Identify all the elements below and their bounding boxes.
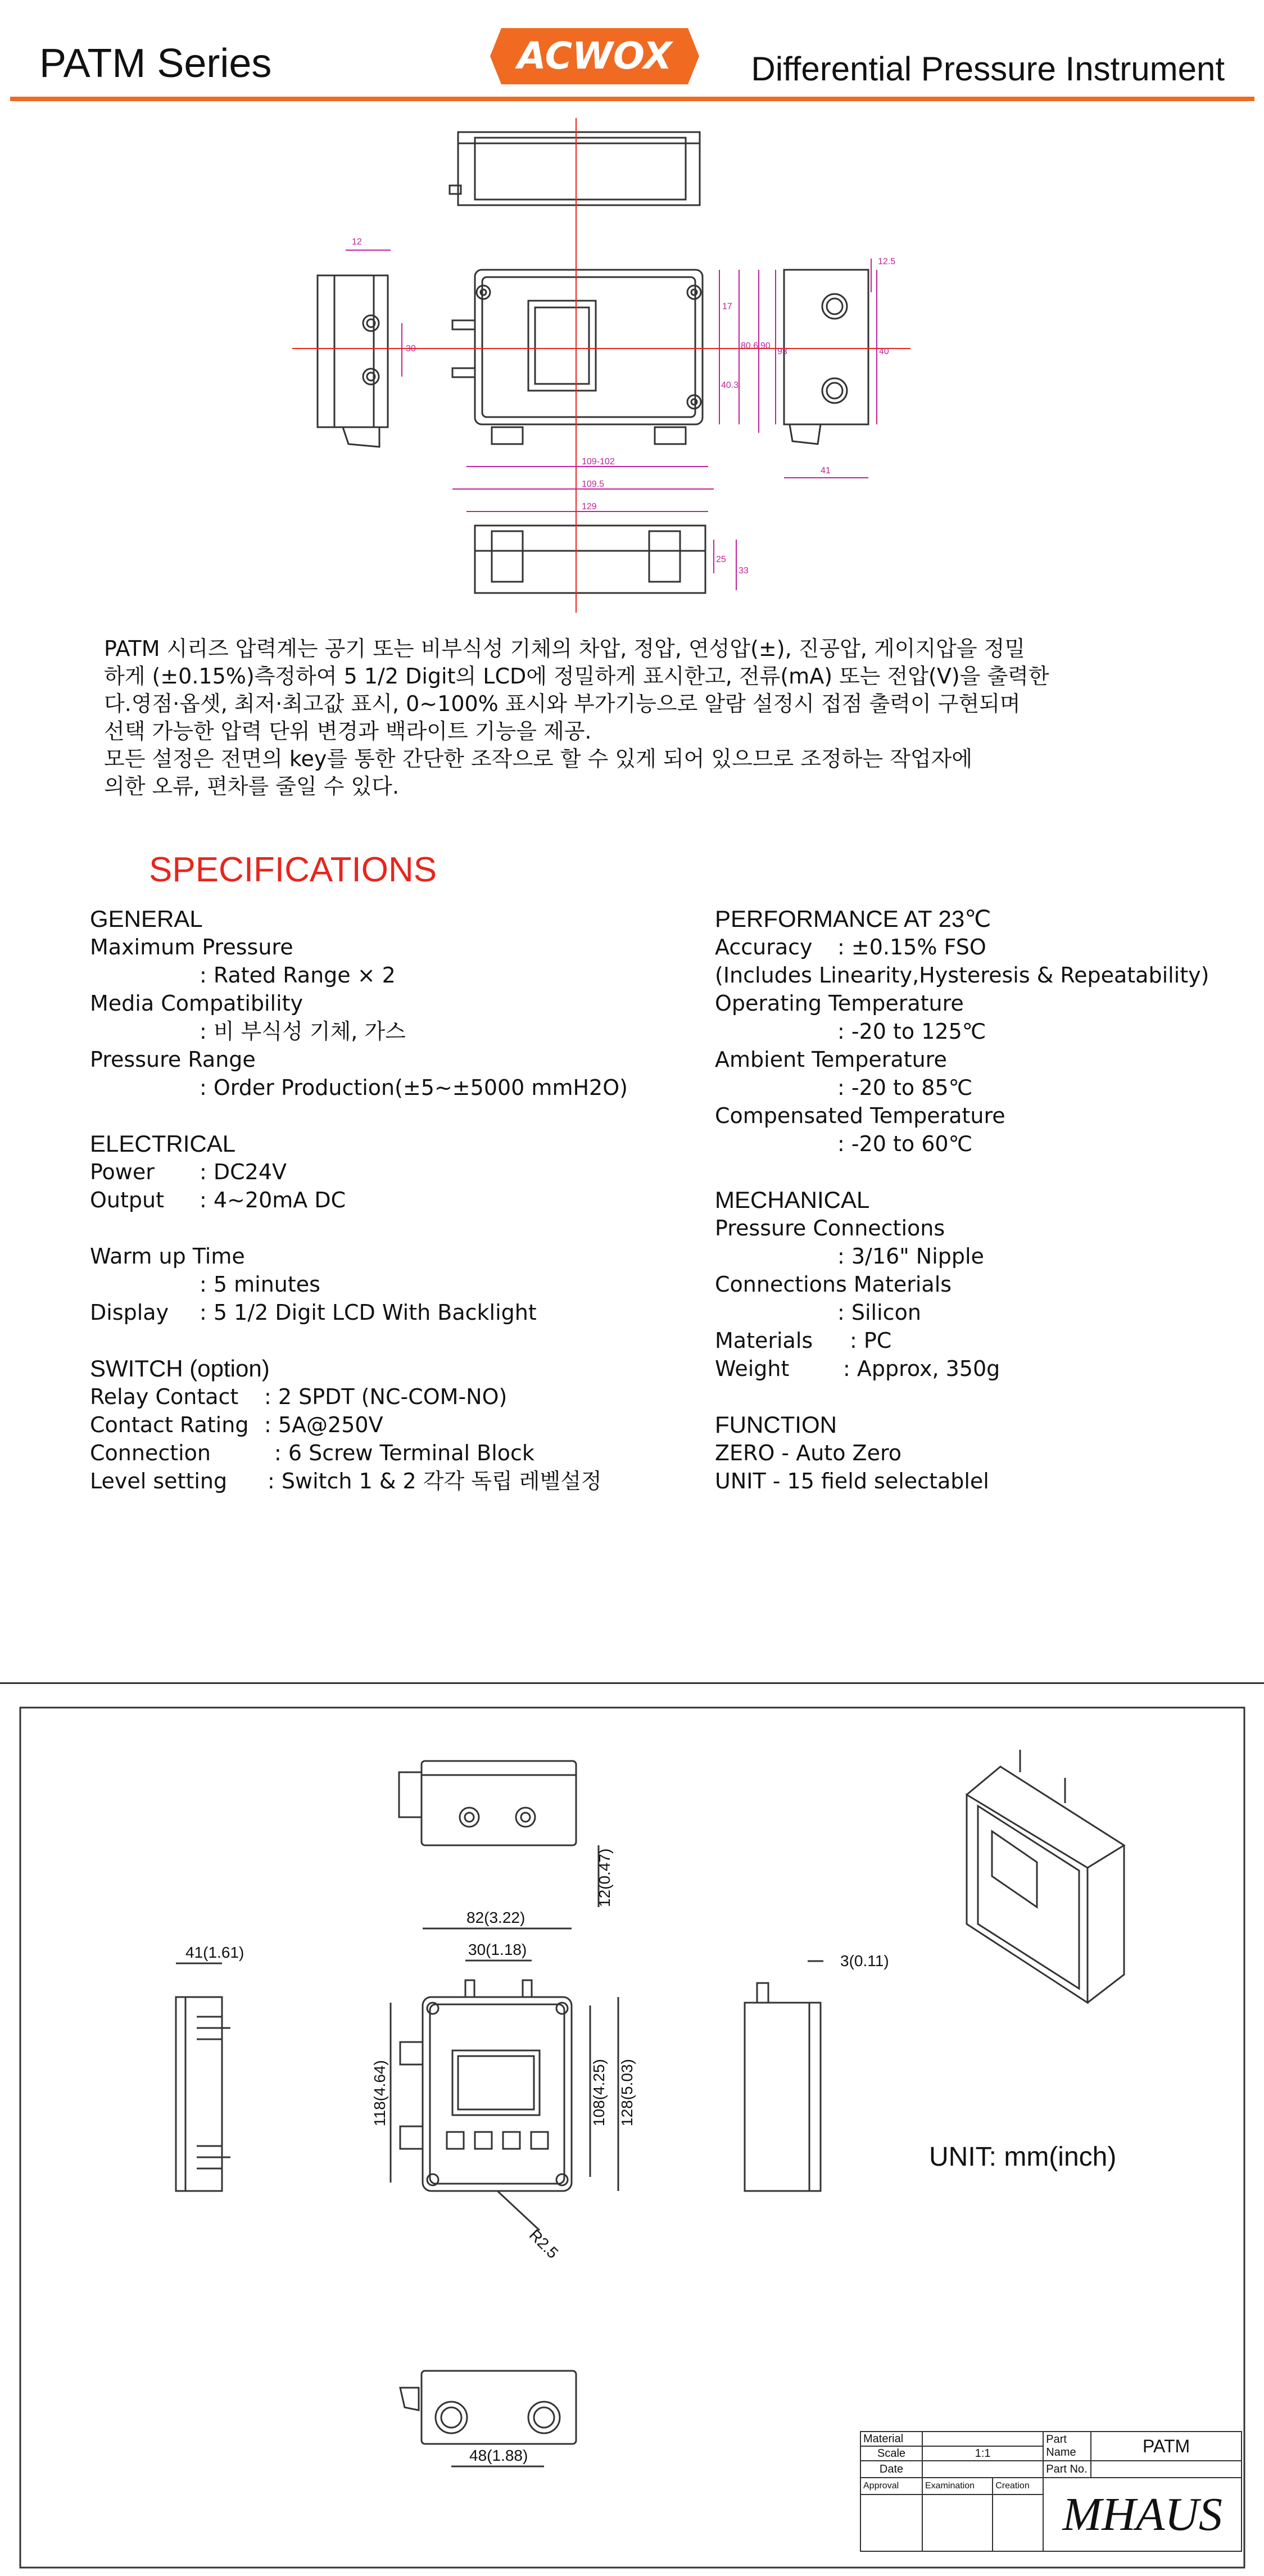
dim-82: 82(3.22)	[466, 1909, 525, 1926]
description-line: 선택 가능한 압력 단위 변경과 백라이트 기능을 제공.	[104, 719, 592, 744]
product-description	[104, 635, 1172, 800]
top-dim-label: 80.6	[741, 341, 759, 351]
top-dim-label: 40	[879, 347, 889, 356]
accuracy-value: : ±0.15% FSO	[837, 935, 986, 959]
top-dim-label: 109.5	[582, 479, 605, 489]
tb-examination-label: Examination	[922, 2478, 993, 2494]
tb-scale-label: Scale	[860, 2446, 922, 2461]
conn-mat-label: Connections Materials	[715, 1272, 952, 1297]
dim-41: 41(1.61)	[185, 1944, 244, 1961]
top-dim-label: 90	[760, 341, 771, 351]
op-temp-label: Operating Temperature	[715, 991, 964, 1016]
dim-48: 48(1.88)	[469, 2447, 528, 2464]
mechanical-title: MECHANICAL	[715, 1187, 870, 1213]
accuracy-note: (Includes Linearity,Hysteresis & Repeatability)	[715, 963, 1209, 988]
output-value: : 4~20mA DC	[200, 1188, 346, 1212]
conn-mat-value: : Silicon	[837, 1300, 921, 1325]
tb-company: MHAUS	[1043, 2478, 1242, 2551]
relay-label: Relay Contact	[90, 1384, 239, 1409]
series-title: PATM Series	[39, 41, 272, 86]
level-label: Level setting	[90, 1469, 228, 1493]
accuracy-label: Accuracy	[715, 935, 813, 959]
weight-label: Weight	[715, 1356, 790, 1381]
top-dim-label: 109-102	[582, 457, 615, 467]
top-dim-label: 17	[722, 302, 732, 311]
range-value: : Order Production(±5~±5000 mmH2O)	[200, 1075, 628, 1100]
rating-value: : 5A@250V	[264, 1413, 383, 1437]
conn-label: Pressure Connections	[715, 1216, 945, 1241]
connection-value: : 6 Screw Terminal Block	[274, 1441, 534, 1465]
amb-temp-value: : -20 to 85℃	[837, 1075, 973, 1100]
tb-scale-value: 1:1	[922, 2446, 1043, 2461]
power-label: Power	[90, 1160, 155, 1184]
dim-30: 30(1.18)	[468, 1941, 527, 1958]
dim-12: 12(0.47)	[596, 1848, 613, 1907]
unit-note: UNIT: mm(inch)	[929, 2142, 1117, 2172]
description-line: 의한 오류, 편차를 줄일 수 있다.	[104, 774, 400, 799]
weight-value: : Approx, 350g	[843, 1356, 1000, 1381]
top-dim-label: 12.5	[878, 257, 896, 266]
top-dim-label: 25	[716, 555, 726, 564]
top-dim-label: 41	[821, 466, 831, 476]
dim-3: 3(0.11)	[840, 1952, 889, 1970]
comp-temp-label: Compensated Temperature	[715, 1103, 1005, 1128]
conn-value: : 3/16" Nipple	[837, 1244, 984, 1269]
function-title: FUNCTION	[715, 1411, 837, 1438]
relay-value: : 2 SPDT (NC-COM-NO)	[264, 1384, 508, 1409]
performance-title: PERFORMANCE AT 23℃	[715, 906, 991, 932]
description-line: PATM 시리즈 압력계는 공기 또는 비부식성 기체의 차압, 정압, 연성압(±), 진공압, 게이지압을 정밀	[104, 636, 1026, 661]
max-pressure-value: : Rated Range × 2	[200, 963, 396, 988]
switch-title: SWITCH (option)	[90, 1355, 270, 1382]
dim-128: 128(5.03)	[618, 2059, 636, 2126]
power-value: : DC24V	[200, 1160, 287, 1184]
level-value: : Switch 1 & 2 각각 독립 레벨설정	[268, 1469, 602, 1493]
product-type: Differential Pressure Instrument	[751, 50, 1225, 88]
amb-temp-label: Ambient Temperature	[715, 1047, 947, 1072]
description-line: 하게 (±0.15%)측정하여 5 1/2 Digit의 LCD에 정밀하게 표시한고, 전류(mA) 또는 전압(V)을 출력한	[104, 664, 1049, 689]
general-title: GENERAL	[90, 906, 203, 932]
electrical-title: ELECTRICAL	[90, 1130, 236, 1157]
title-block	[860, 2431, 1242, 2552]
top-dim-label: 33	[739, 566, 749, 576]
max-pressure-label: Maximum Pressure	[90, 935, 293, 959]
connection-label: Connection	[90, 1441, 211, 1465]
top-dim-label: 93	[777, 347, 787, 356]
tb-approval-label: Approval	[860, 2478, 922, 2494]
tb-part-name-value: PATM	[1091, 2432, 1242, 2461]
top-dim-label: 40.3	[721, 381, 739, 390]
tb-part-no-label: Part No.	[1043, 2461, 1091, 2478]
warmup-value: : 5 minutes	[200, 1272, 320, 1297]
media-value: : 비 부식성 기체, 가스	[200, 1019, 406, 1044]
unit-line: UNIT - 15 field selectablel	[715, 1469, 989, 1493]
top-technical-drawing	[281, 107, 927, 624]
description-line: 모든 설정은 전면의 key를 통한 간단한 조작으로 할 수 있게 되어 있으므로 조정하는 작업자에	[104, 746, 973, 771]
media-label: Media Compatibility	[90, 991, 303, 1016]
display-value: : 5 1/2 Digit LCD With Backlight	[200, 1300, 537, 1325]
top-dim-label: 129	[582, 502, 597, 511]
range-label: Pressure Range	[90, 1047, 256, 1072]
tb-material-label: Material	[860, 2432, 922, 2446]
dim-r25: R2.5	[525, 2226, 562, 2262]
materials-label: Materials	[715, 1328, 813, 1353]
op-temp-value: : -20 to 125℃	[837, 1019, 986, 1044]
description-line: 다.영점·옵셋, 최저·최고값 표시, 0~100% 표시와 부가기능으로 알람 설정시 접점 출력이 구현되며	[104, 691, 1021, 716]
rating-label: Contact Rating	[90, 1413, 249, 1437]
display-label: Display	[90, 1300, 169, 1325]
dim-118: 118(4.64)	[371, 2060, 388, 2126]
tb-date-label: Date	[860, 2461, 922, 2478]
brand-logo	[490, 22, 699, 90]
top-dim-label: 12	[352, 237, 362, 247]
specs-right-column	[715, 905, 1254, 1501]
top-dim-label: 30	[406, 344, 416, 354]
warmup-label: Warm up Time	[90, 1244, 245, 1269]
brand-logo-text: ACWOX	[517, 34, 672, 78]
output-label: Output	[90, 1188, 164, 1212]
header-divider	[10, 97, 1254, 101]
materials-value: : PC	[850, 1328, 892, 1353]
specifications-title: SPECIFICATIONS	[149, 850, 437, 889]
comp-temp-value: : -20 to 60℃	[837, 1131, 973, 1156]
dim-108: 108(4.25)	[590, 2059, 608, 2126]
tb-part-name-label: Part Name	[1043, 2432, 1091, 2461]
zero-line: ZERO - Auto Zero	[715, 1441, 901, 1465]
specs-left-column	[90, 905, 680, 1501]
tb-creation-label: Creation	[993, 2478, 1043, 2494]
